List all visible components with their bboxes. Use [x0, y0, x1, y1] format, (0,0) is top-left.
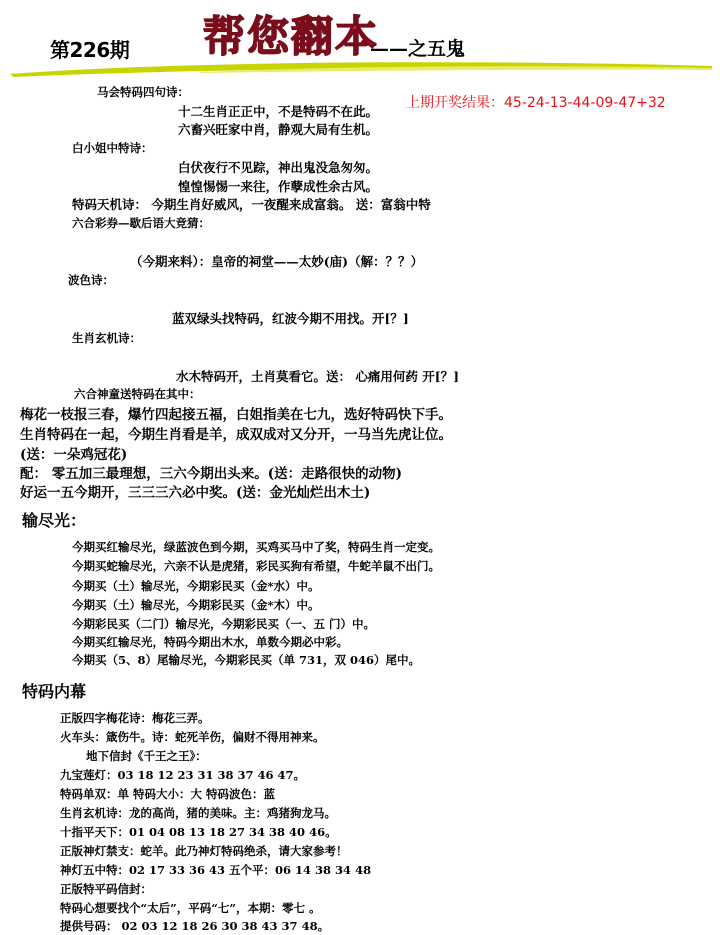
xiehouyu-line: （今期来料）：皇帝的祠堂——太妙(庙)（解：？？） — [130, 254, 424, 269]
mahui-poem-line-1: 十二生肖正正中，不是特码不在此。 — [178, 104, 379, 119]
lose-heading: 输尽光： — [22, 511, 87, 530]
lose-line-2: 今期买蛇输尽光，六亲不认是虎猪，彩民买狗有希望，牛蛇羊鼠不出门。 — [72, 559, 440, 573]
inside-line-7: 十指平天下：01 04 08 13 18 27 34 38 40 46。 — [60, 825, 337, 839]
page-title: 帮您翻本 — [203, 12, 380, 61]
bai-poem-line-2: 惶惶惕惕一来往，作孽成性余古风。 — [178, 179, 379, 194]
header-swoosh — [0, 58, 720, 78]
inside-line-2: 火车头：箴伤牛。诗：蛇死羊伤，偏财不得用神来。 — [60, 730, 325, 744]
shentong-line-5: 好运一五今期开，三三三六必中奖。(送：金光灿烂出木土) — [20, 485, 371, 501]
lose-line-3: 今期买（土）输尽光，今期彩民买（金*水）中。 — [72, 579, 320, 593]
last-draw-result: 上期开奖结果：45-24-13-44-09-47+32 — [406, 95, 666, 111]
inside-line-8: 正版神灯禁支：蛇羊。此乃神灯特码绝杀，请大家参考！ — [60, 844, 348, 858]
bai-poem-line-1: 白伏夜行不见踪，神出鬼没急匆匆。 — [178, 160, 379, 175]
bose-poem-label: 波色诗： — [68, 273, 114, 287]
inside-line-12: 提供号码： 02 03 12 18 26 30 38 43 37 48。 — [60, 919, 330, 933]
tianji-poem: 特码天机诗： 今期生肖好威风，一夜醒来成富翁。 送：富翁中特 — [72, 197, 431, 212]
xuanji-poem-line: 水木特码开，土肖莫看它。送： 心痛用何药 开[？] — [176, 369, 460, 384]
inside-line-3: 地下信封《千王之王》： — [86, 749, 207, 763]
lose-line-1: 今期买红输尽光，绿蓝波色到今期，买鸡买马中了奖，特码生肖一定变。 — [72, 540, 440, 554]
page-subtitle: ——之五鬼 — [370, 38, 466, 60]
shentong-line-3: (送：一朵鸡冠花) — [20, 447, 128, 463]
lose-line-4: 今期买（土）输尽光，今期彩民买（金*木）中。 — [72, 598, 320, 612]
lose-line-7: 今期买（5、8）尾输尽光，今期彩民买（单 731，双 046）尾中。 — [72, 653, 421, 667]
inside-heading: 特码内幕 — [22, 682, 87, 701]
shentong-line-2: 生肖特码在一起，今期生肖看是羊，成双成对又分开，一马当先虎让位。 — [20, 427, 452, 443]
inside-line-1: 正版四字梅花诗：梅花三弄。 — [60, 711, 210, 725]
inside-line-9: 神灯五中特：02 17 33 36 43 五个平：06 14 38 34 48 — [60, 863, 372, 877]
lose-line-5: 今期彩民买（二门）输尽光，今期彩民买（一、五 门）中。 — [72, 617, 376, 631]
mahui-poem-label: 马会特码四句诗： — [97, 85, 189, 99]
lose-line-6: 今期买红输尽光，特码今期出木水，单数今期必中彩。 — [72, 635, 348, 649]
bai-poem-label: 白小姐中特诗： — [72, 141, 153, 155]
shentong-label: 六合神童送特码在其中： — [74, 387, 201, 401]
inside-line-11: 特码心想要找个“太后”，平码“七”，本期：零七 。 — [60, 901, 321, 915]
xiehouyu-label: 六合彩券—歇后语大竞猜： — [72, 216, 210, 230]
mahui-poem-line-2: 六畜兴旺家中肖，静观大局有生机。 — [178, 122, 379, 137]
inside-line-5: 特码单双：单 特码大小：大 特码波色：蓝 — [60, 787, 276, 801]
inside-line-6: 生肖玄机诗：龙的高尚，猪的美味。主：鸡猪狗龙马。 — [60, 806, 336, 820]
inside-line-10: 正版特平码信封： — [60, 882, 152, 896]
shentong-line-1: 梅花一枝报三春，爆竹四起接五福，白姐指美在七九，选好特码快下手。 — [20, 407, 452, 423]
bose-poem-line: 蓝双绿头找特码，红波今期不用找。开[？] — [172, 311, 409, 326]
inside-line-4: 九宝莲灯：03 18 12 23 31 38 37 46 47。 — [60, 768, 306, 782]
issue-number: 第226期 — [50, 38, 130, 62]
shentong-line-4: 配： 零五加三最理想，三六今期出头来。(送：走路很快的动物) — [20, 466, 402, 482]
xuanji-poem-label: 生肖玄机诗： — [72, 331, 141, 345]
